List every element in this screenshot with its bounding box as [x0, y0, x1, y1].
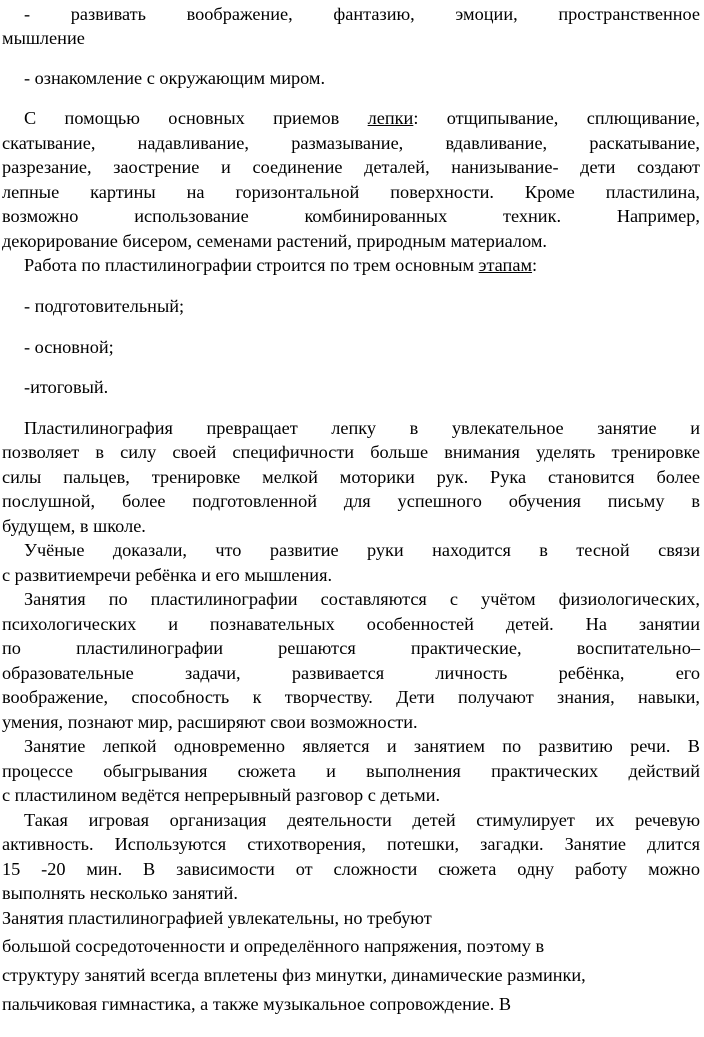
text-line: будущем, в школе. — [2, 516, 146, 536]
text-line — [24, 106, 700, 130]
text-line: выполнять несколько занятий. — [2, 883, 238, 903]
text-line: декорирование бисером, семенами растений, природным материалом. — [2, 231, 547, 251]
lepka-link[interactable]: лепки — [367, 108, 414, 128]
text-span: Работа по пластилинографии строится по трем основным — [24, 255, 479, 275]
text-line: Занятия пластилинографией увлекательны, но требуют — [2, 908, 432, 928]
text-line: разрезание, заострение и соединение деталей, нанизывание- дети создают — [2, 157, 700, 177]
text-line: Такая игровая организация деятельности детей стимулирует их речевую — [24, 810, 700, 830]
text-line: - ознакомление с окружающим миром. — [24, 68, 326, 88]
list-item: -итоговый. — [24, 377, 109, 397]
list-item: - основной; — [24, 337, 114, 357]
text-line: умения, познают мир, расширяют свои возможности. — [2, 712, 418, 732]
text-line: активность. Используются стихотворения, потешки, загадки. Занятие длится — [2, 834, 700, 854]
text-line: с развитиемречи ребёнка и его мышления. — [2, 565, 333, 585]
text-line: Занятия по пластилинографии составляются с учётом физиологических, — [24, 589, 700, 609]
text-line: Занятие лепкой одновременно является и занятием по развитию речи. В — [24, 736, 700, 756]
text-line: с пластилином ведётся непрерывный разговор с детьми. — [2, 785, 441, 805]
text-line: психологических и познавательных особенностей детей. На занятии — [2, 614, 700, 634]
text-line: послушной, более подготовленной для успешного обучения письму в — [2, 491, 700, 511]
text-line: силы пальцев, тренировке мелкой моторики рук. Рука становится более — [2, 467, 700, 487]
text-line: большой сосредоточенности и определённого напряжения, поэтому в — [2, 936, 545, 956]
text-span: : отщипывание, сплющивание, — [413, 108, 700, 128]
text-line: процессе обыгрывания сюжета и выполнения практических действий — [2, 761, 700, 781]
text-line: по пластилинографии решаются практические, воспитательно– — [2, 638, 700, 658]
text-line: Пластилинография превращает лепку в увлекательное занятие и — [24, 418, 700, 438]
text-line: возможно использование комбинированных техник. Например, — [2, 206, 700, 226]
text-line: образовательные задачи, развивается личность ребёнка, его — [2, 663, 700, 683]
text-line: скатывание, надавливание, размазывание, вдавливание, раскатывание, — [2, 133, 700, 153]
list-item: - подготовительный; — [24, 296, 185, 316]
etapam-link[interactable]: этапам — [478, 255, 533, 275]
text-line: Учёные доказали, что развитие руки находится в тесной связи — [24, 540, 700, 560]
text-line — [24, 253, 704, 277]
text-span: С помощью основных приемов — [24, 108, 368, 128]
text-line: воображение, способность к творчеству. Дети получают знания, навыки, — [2, 687, 700, 707]
text-line: структуру занятий всегда вплетены физ минутки, динамические разминки, — [2, 965, 586, 985]
text-line: лепные картины на горизонтальной поверхности. Кроме пластилина, — [2, 182, 700, 202]
text-span: : — [532, 255, 538, 275]
text-line: 15 -20 мин. В зависимости от сложности сюжета одну работу можно — [2, 859, 700, 879]
text-line: пальчиковая гимнастика, а также музыкальное сопровождение. В — [2, 994, 512, 1014]
text-line: мышление — [2, 28, 85, 48]
text-line: позволяет в силу своей специфичности больше внимания уделять тренировке — [2, 442, 700, 462]
text-line: - развивать воображение, фантазию, эмоции, пространственное — [24, 4, 700, 24]
